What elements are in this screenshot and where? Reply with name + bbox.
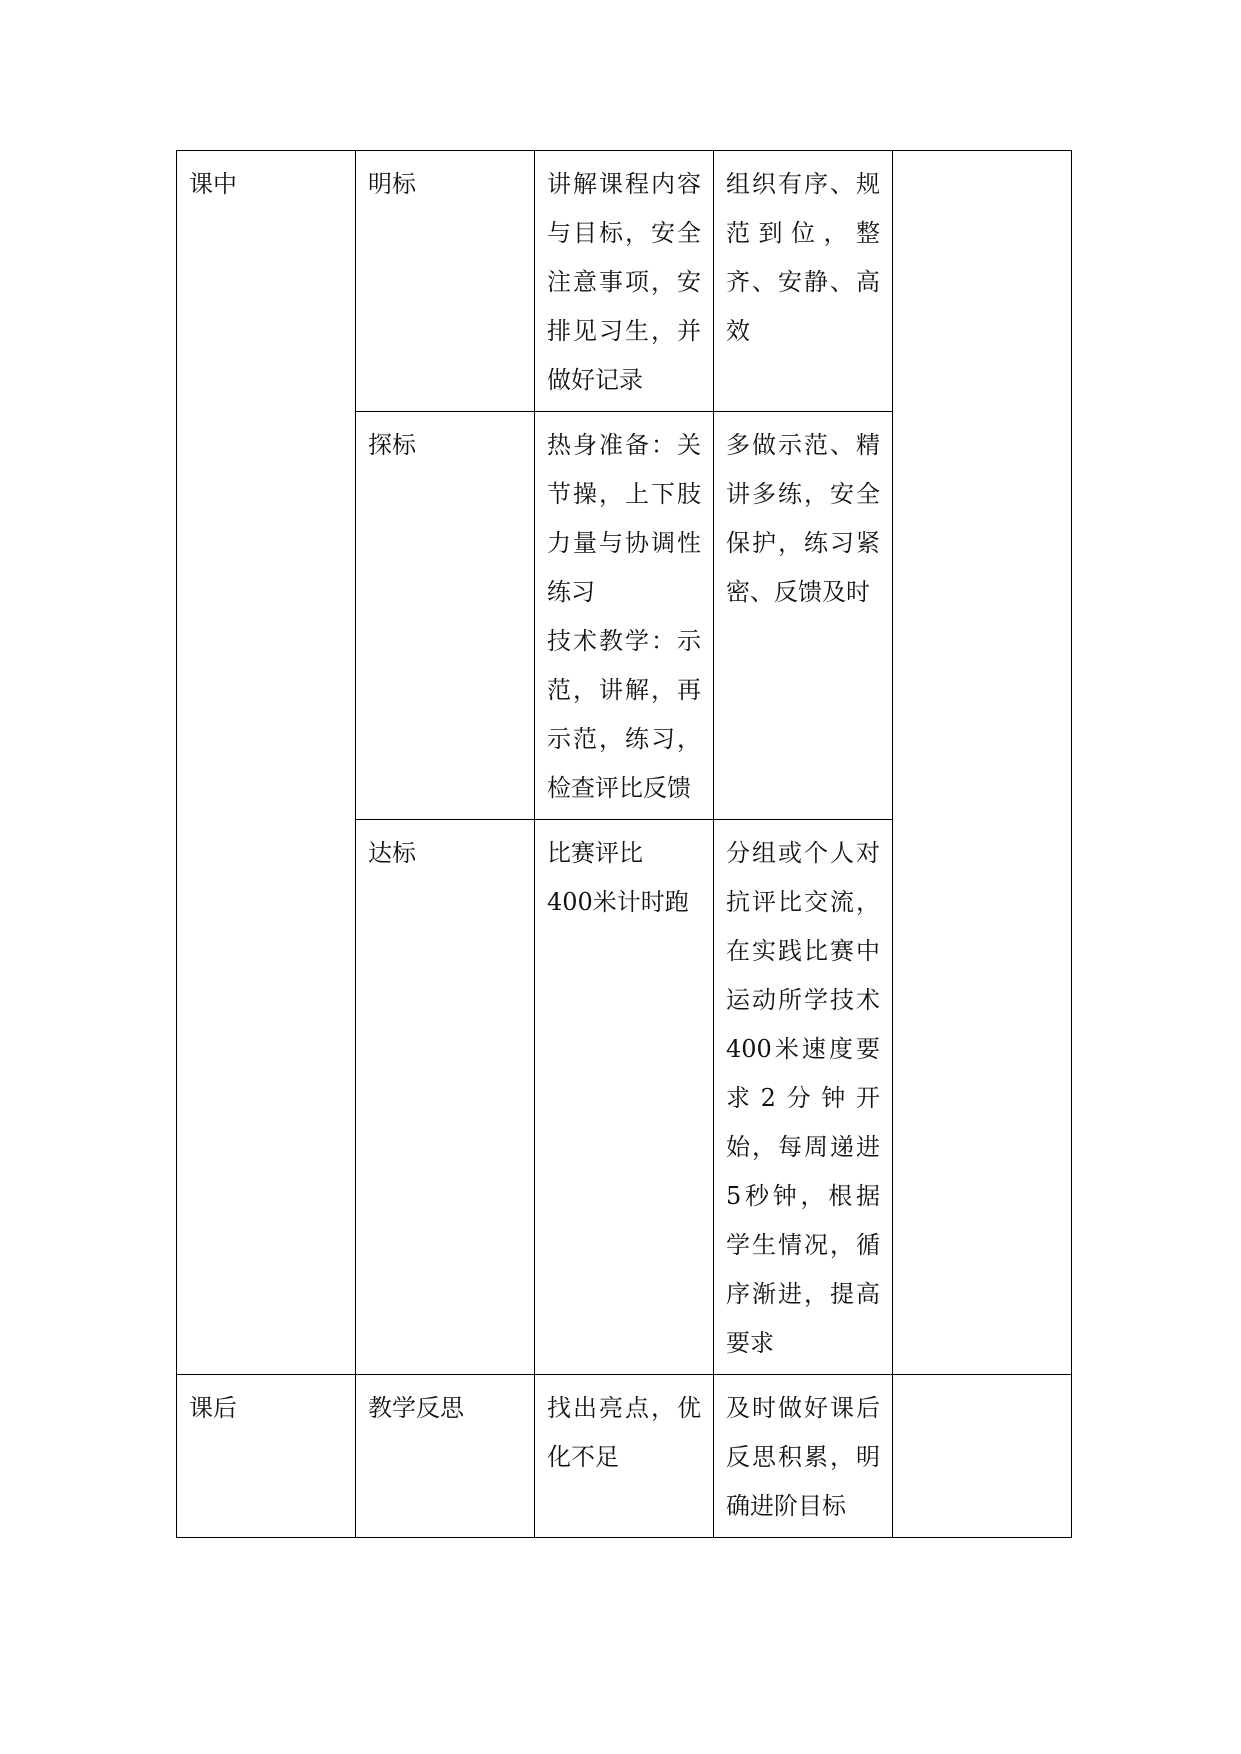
requirement-text: 分组或个人对抗评比交流，在实践比赛中运动所学技术400米速度要求2分钟开始，每周递进5秒钟，根据学生情况，循序渐进，提高要求 bbox=[726, 839, 880, 1357]
note-cell bbox=[893, 151, 1072, 1375]
step-cell bbox=[356, 151, 535, 412]
step-cell bbox=[356, 412, 535, 820]
content-cell bbox=[535, 151, 714, 412]
step-label: 教学反思 bbox=[368, 1394, 464, 1422]
content-text: 找出亮点，优化不足 bbox=[547, 1394, 701, 1471]
requirement-cell bbox=[714, 820, 893, 1375]
requirement-cell bbox=[714, 151, 893, 412]
table-row bbox=[177, 1375, 1072, 1538]
note-cell bbox=[893, 1375, 1072, 1538]
requirement-cell bbox=[714, 1375, 893, 1538]
content-text: 比赛评比 bbox=[547, 839, 643, 867]
content-cell bbox=[535, 1375, 714, 1538]
step-cell bbox=[356, 820, 535, 1375]
requirement-cell bbox=[714, 412, 893, 820]
lesson-plan-table bbox=[176, 150, 1072, 1538]
requirement-text: 组织有序、规范到位，整齐、安静、高效 bbox=[726, 170, 880, 345]
content-text: 400米计时跑 bbox=[547, 888, 689, 916]
stage-label: 课中 bbox=[189, 170, 237, 198]
stage-cell bbox=[177, 1375, 356, 1538]
content-text: 热身准备：关节操，上下肢力量与协调性练习 bbox=[547, 431, 701, 606]
content-cell bbox=[535, 820, 714, 1375]
content-cell bbox=[535, 412, 714, 820]
requirement-text: 及时做好课后反思积累，明确进阶目标 bbox=[726, 1394, 880, 1520]
step-label: 达标 bbox=[368, 839, 416, 867]
step-cell bbox=[356, 1375, 535, 1538]
content-text: 讲解课程内容与目标，安全注意事项，安排见习生，并做好记录 bbox=[547, 170, 701, 394]
stage-cell bbox=[177, 151, 356, 1375]
requirement-text: 多做示范、精讲多练，安全保护，练习紧密、反馈及时 bbox=[726, 431, 880, 606]
step-label: 探标 bbox=[368, 431, 416, 459]
table-row bbox=[177, 151, 1072, 412]
step-label: 明标 bbox=[368, 170, 416, 198]
content-text: 技术教学：示范，讲解，再示范，练习，检查评比反馈 bbox=[547, 627, 701, 802]
stage-label: 课后 bbox=[189, 1394, 237, 1422]
